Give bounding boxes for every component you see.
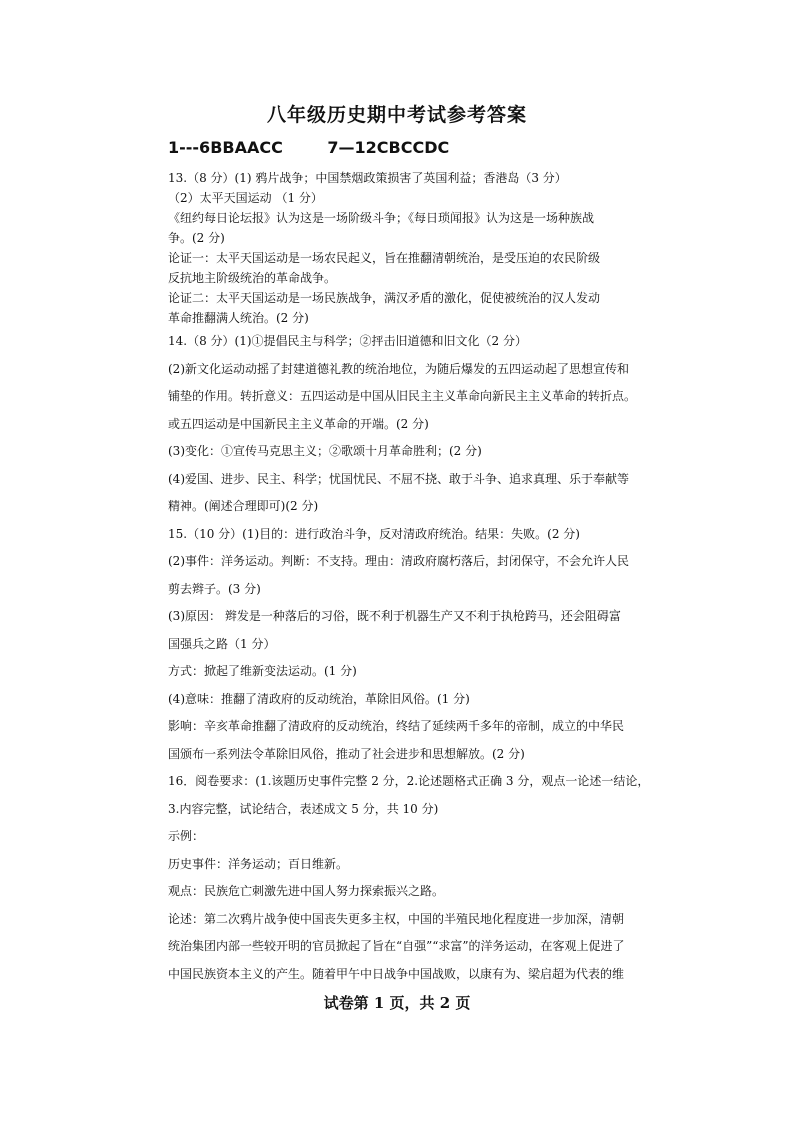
text-line: 《纽约每日论坛报》认为这是一场阶级斗争；《每日琐闻报》认为这是一场种族战 <box>168 211 595 225</box>
q13-block <box>168 168 666 328</box>
text-line: 精神。(阐述合理即可)(2 分) <box>168 499 319 513</box>
page-title: 八年级历史期中考试参考答案 <box>266 104 527 126</box>
page-footer: 试卷第 1 页，共 2 页 <box>323 994 471 1012</box>
text-line: (2)新文化运动动摇了封建道德礼教的统治地位，为随后爆发的五四运动起了思想宣传和 <box>168 361 630 376</box>
text-line: 剪去辫子。(3 分) <box>168 581 261 596</box>
text-line: (4)意味：推翻了清政府的反动统治，革除旧风俗。(1 分) <box>168 691 470 706</box>
choice-answers: 1---6BBAACC 7—12CBCCDC <box>168 138 450 157</box>
text-line: 影响：辛亥革命推翻了清政府的反动统治，终结了延续两千多年的帝制，成立的中华民 <box>168 719 625 733</box>
text-line: 观点：民族危亡刺激先进中国人努力探索振兴之路。 <box>168 884 445 898</box>
text-line: 方式：掀起了维新变法运动。(1 分) <box>168 664 357 678</box>
text-line: (4)爱国、进步、民主、科学；忧国忧民、不屈不挠、敢于斗争、追求真理、乐于奉献等 <box>168 471 630 486</box>
text-line: 争。(2 分) <box>168 231 225 245</box>
text-line: 铺垫的作用。转折意义：五四运动是中国从旧民主主义革命向新民主主义革命的转折点。 <box>168 389 637 403</box>
text-line: 论证一：太平天国运动是一场农民起义，旨在推翻清朝统治，是受压迫的农民阶级 <box>168 251 601 265</box>
text-line: 3.内容完整，试论结合，表述成文 5 分，共 10 分) <box>168 801 439 816</box>
text-line: 或五四运动是中国新民主主义革命的开端。(2 分) <box>168 416 429 431</box>
text-line: 示例： <box>168 829 205 843</box>
text-line: 13.（8 分）(1) 鸦片战争；中国禁烟政策损害了英国利益；香港岛（3 分） <box>168 171 567 185</box>
text-line: 14.（8 分）(1)①提倡民主与科学；②抨击旧道德和旧文化（2 分） <box>168 334 527 348</box>
text-line: 反抗地主阶级统治的革命战争。 <box>168 271 337 285</box>
text-line: 统治集团内部一些较开明的官员掀起了旨在“自强”“求富”的洋务运动，在客观上促进了 <box>168 939 625 953</box>
text-line: 论述：第二次鸦片战争使中国丧失更多主权，中国的半殖民地化程度进一步加深，清朝 <box>168 911 625 926</box>
answer-body <box>168 168 666 988</box>
text-line: (3)原因： 辫发是一种落后的习俗，既不利于机器生产又不利于执枪跨马，还会阻碍富 <box>168 609 621 623</box>
text-line: 论证二：太平天国运动是一场民族战争，满汉矛盾的激化，促使被统治的汉人发动 <box>168 291 601 305</box>
text-line: 国强兵之路（1 分） <box>168 636 276 651</box>
text-line: (2)事件：洋务运动。判断：不支持。理由：清政府腐朽落后，封闭保守，不会允许人民 <box>168 554 630 568</box>
text-line: （2）太平天国运动 （1 分） <box>168 191 323 205</box>
text-line: 16．阅卷要求：(1.该题历史事件完整 2 分，2.论述题格式正确 3 分，观点一论述一结论， <box>168 774 650 788</box>
rest-block <box>168 328 666 988</box>
text-line: (3)变化：①宣传马克思主义；②歌颂十月革命胜利；(2 分) <box>168 444 482 458</box>
text-line: 中国民族资本主义的产生。随着甲午中日战争中国战败，以康有为、梁启超为代表的维 <box>168 966 625 981</box>
text-line: 15.（10 分）(1)目的：进行政治斗争，反对清政府统治。结果：失败。(2 分) <box>168 526 580 541</box>
text-line: 革命推翻满人统治。(2 分) <box>168 311 309 325</box>
text-line: 国颁布一系列法令革除旧风俗，推动了社会进步和思想解放。(2 分) <box>168 746 525 761</box>
text-line: 历史事件：洋务运动；百日维新。 <box>168 856 349 871</box>
